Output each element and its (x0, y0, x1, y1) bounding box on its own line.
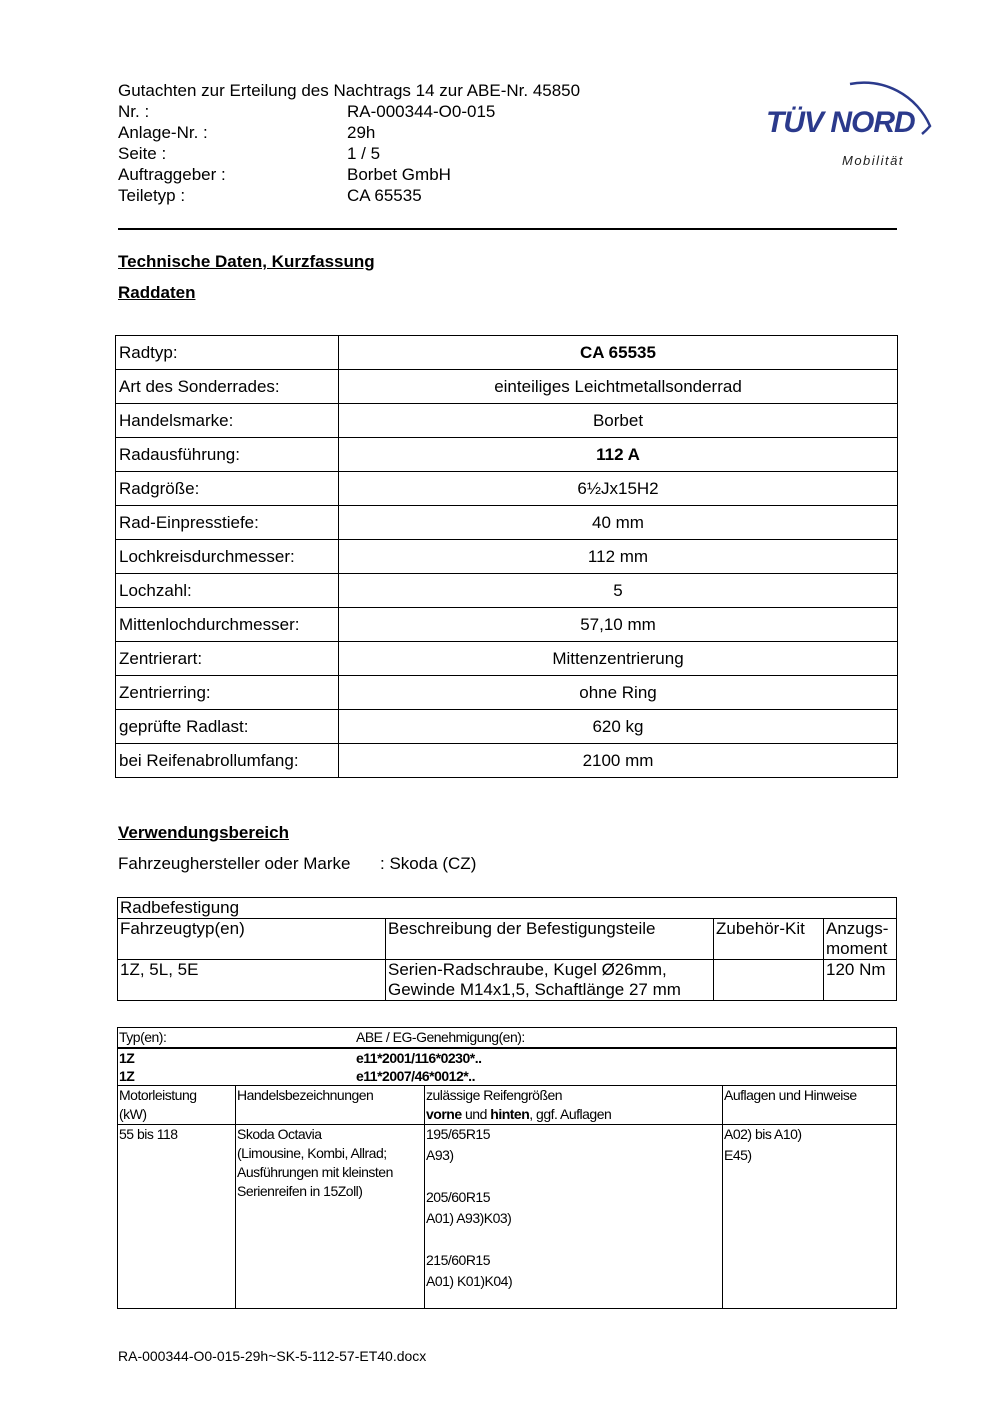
typ-approval-table (117, 1027, 897, 1309)
header-field-teiletyp (118, 185, 580, 206)
table-row (116, 404, 898, 438)
spacer (426, 1228, 721, 1251)
row-label: Zentrierring: (116, 676, 339, 710)
row-label: Lochzahl: (116, 574, 339, 608)
typ-header-cell (118, 1028, 897, 1049)
header-value: 29h (347, 123, 376, 142)
header-field-auftraggeber (118, 164, 580, 185)
tuev-nord-logo (762, 56, 942, 176)
row-label: geprüfte Radlast: (116, 710, 339, 744)
header-value: RA-000344-O0-015 (347, 102, 496, 121)
column-header-notes: Auflagen und Hinweise (723, 1086, 897, 1125)
approval-row (118, 1048, 897, 1086)
row-value: 112 mm (339, 540, 898, 574)
tire-sizes (425, 1125, 723, 1309)
row-value: Mittenzentrierung (339, 642, 898, 676)
approval-number: e11*2001/116*0230*.. (356, 1050, 482, 1066)
document-header (118, 80, 580, 206)
tire-notes: A93) (426, 1147, 454, 1163)
row-label: Lochkreisdurchmesser: (116, 540, 339, 574)
table-row (116, 676, 898, 710)
manufacturer-line (118, 854, 476, 874)
fastening-description (386, 960, 714, 1001)
column-header-line: Anzugs- (826, 919, 889, 938)
row-label: Handelsmarke: (116, 404, 339, 438)
header-label: Nr. : (118, 102, 150, 121)
row-value: 6½Jx15H2 (339, 472, 898, 506)
column-header: Zubehör-Kit (714, 919, 824, 960)
tires-suffix: , ggf. Auflagen (529, 1106, 612, 1122)
typ-header-label: Typ(en): (119, 1029, 167, 1045)
document-title: Gutachten zur Erteilung des Nachtrags 14 zur ABE-Nr. 45850 (118, 81, 581, 100)
row-value: 57,10 mm (339, 608, 898, 642)
table-row (116, 744, 898, 778)
row-value: 2100 mm (339, 744, 898, 778)
table-row (118, 960, 897, 1001)
approval-type: 1Z (119, 1068, 135, 1084)
table-row (116, 472, 898, 506)
row-label: Radausführung: (116, 438, 339, 472)
row-value: ohne Ring (339, 676, 898, 710)
section-heading-technical: Technische Daten, Kurzfassung (118, 252, 375, 271)
header-value: Borbet GmbH (347, 165, 451, 184)
header-divider (118, 228, 897, 230)
table-row (116, 642, 898, 676)
column-header-torque (824, 919, 897, 960)
column-header-line: zulässige Reifengrößen (426, 1087, 563, 1103)
table-row (116, 336, 898, 370)
row-value: 112 A (339, 438, 898, 472)
approval-type: 1Z (119, 1050, 135, 1066)
accessory-kit (714, 960, 824, 1001)
note-line: E45) (724, 1147, 752, 1163)
column-header-line: (kW) (119, 1106, 147, 1122)
column-header-line: moment (826, 939, 888, 958)
tire-size: 205/60R15 (426, 1189, 491, 1205)
row-label: Zentrierart: (116, 642, 339, 676)
table-header-row (118, 919, 897, 960)
rear-label: hinten (490, 1106, 530, 1122)
table-row (116, 710, 898, 744)
tire-notes: A01) A93)K03) (426, 1210, 512, 1226)
manufacturer-label: Fahrzeughersteller oder Marke (118, 854, 351, 873)
approval-cell (118, 1048, 897, 1086)
row-label: Art des Sonderrades: (116, 370, 339, 404)
table-row (116, 370, 898, 404)
header-value: CA 65535 (347, 186, 422, 205)
row-value: einteiliges Leichtmetallsonderrad (339, 370, 898, 404)
document-filename: RA-000344-O0-015-29h~SK-5-112-57-ET40.docx (118, 1348, 427, 1364)
table-title-row (118, 898, 897, 919)
logo-subtitle: Mobilität (842, 153, 904, 168)
trade-line: Skoda Octavia (237, 1126, 322, 1142)
logo-brand: TÜV NORD (766, 106, 915, 139)
description-line: Gewinde M14x1,5, Schaftlänge 27 mm (388, 980, 681, 999)
trade-line: Ausführungen mit kleinsten (237, 1164, 393, 1180)
and-label: und (461, 1106, 491, 1122)
column-header: Beschreibung der Befestigungsteile (386, 919, 714, 960)
row-value: 40 mm (339, 506, 898, 540)
engine-power: 55 bis 118 (118, 1125, 236, 1309)
radbefestigung-title: Radbefestigung (118, 898, 897, 919)
header-field-nr (118, 101, 580, 122)
column-header: Fahrzeugtyp(en) (118, 919, 386, 960)
radbefestigung-table (117, 897, 897, 1001)
torque-value: 120 Nm (824, 960, 897, 1001)
table-row (116, 540, 898, 574)
table-header-row (118, 1086, 897, 1125)
table-row (118, 1125, 897, 1309)
trade-names (236, 1125, 425, 1309)
tire-size: 215/60R15 (426, 1252, 491, 1268)
manufacturer-value: : Skoda (CZ) (380, 854, 477, 873)
approval-number: e11*2007/46*0012*.. (356, 1068, 475, 1084)
trade-line: Serienreifen in 15Zoll) (237, 1183, 363, 1199)
conditions-notes (723, 1125, 897, 1309)
header-label: Auftraggeber : (118, 165, 226, 184)
table-row (116, 608, 898, 642)
section-heading-verwendung: Verwendungsbereich (118, 823, 289, 842)
row-label: Mittenlochdurchmesser: (116, 608, 339, 642)
header-field-seite (118, 143, 580, 164)
column-header-trade: Handelsbezeichnungen (236, 1086, 425, 1125)
vehicle-types: 1Z, 5L, 5E (118, 960, 386, 1001)
header-label: Teiletyp : (118, 186, 186, 205)
table-row (116, 438, 898, 472)
header-field-anlage (118, 122, 580, 143)
row-value: Borbet (339, 404, 898, 438)
row-value: 5 (339, 574, 898, 608)
row-label: Radtyp: (116, 336, 339, 370)
column-header-line: Motorleistung (119, 1087, 197, 1103)
header-label: Anlage-Nr. : (118, 123, 208, 142)
row-label: Radgröße: (116, 472, 339, 506)
abe-header-label: ABE / EG-Genehmigung(en): (356, 1029, 525, 1045)
row-value: 620 kg (339, 710, 898, 744)
column-header-tires (425, 1086, 723, 1125)
note-line: A02) bis A10) (724, 1126, 802, 1142)
row-label: bei Reifenabrollumfang: (116, 744, 339, 778)
column-header-line (426, 1105, 721, 1124)
header-value: 1 / 5 (347, 144, 381, 163)
table-row (116, 574, 898, 608)
tire-notes: A01) K01)K04) (426, 1273, 513, 1289)
spacer (426, 1165, 721, 1188)
table-row (116, 506, 898, 540)
row-value: CA 65535 (339, 336, 898, 370)
column-header-power (118, 1086, 236, 1125)
section-heading-raddaten: Raddaten (118, 283, 196, 302)
header-label: Seite : (118, 144, 167, 163)
description-line: Serien-Radschraube, Kugel Ø26mm, (388, 960, 667, 979)
trade-line: (Limousine, Kombi, Allrad; (237, 1145, 387, 1161)
row-label: Rad-Einpresstiefe: (116, 506, 339, 540)
table-header-row (118, 1028, 897, 1049)
tire-size: 195/65R15 (426, 1126, 491, 1142)
raddaten-table (115, 335, 898, 778)
front-label: vorne (426, 1106, 462, 1122)
